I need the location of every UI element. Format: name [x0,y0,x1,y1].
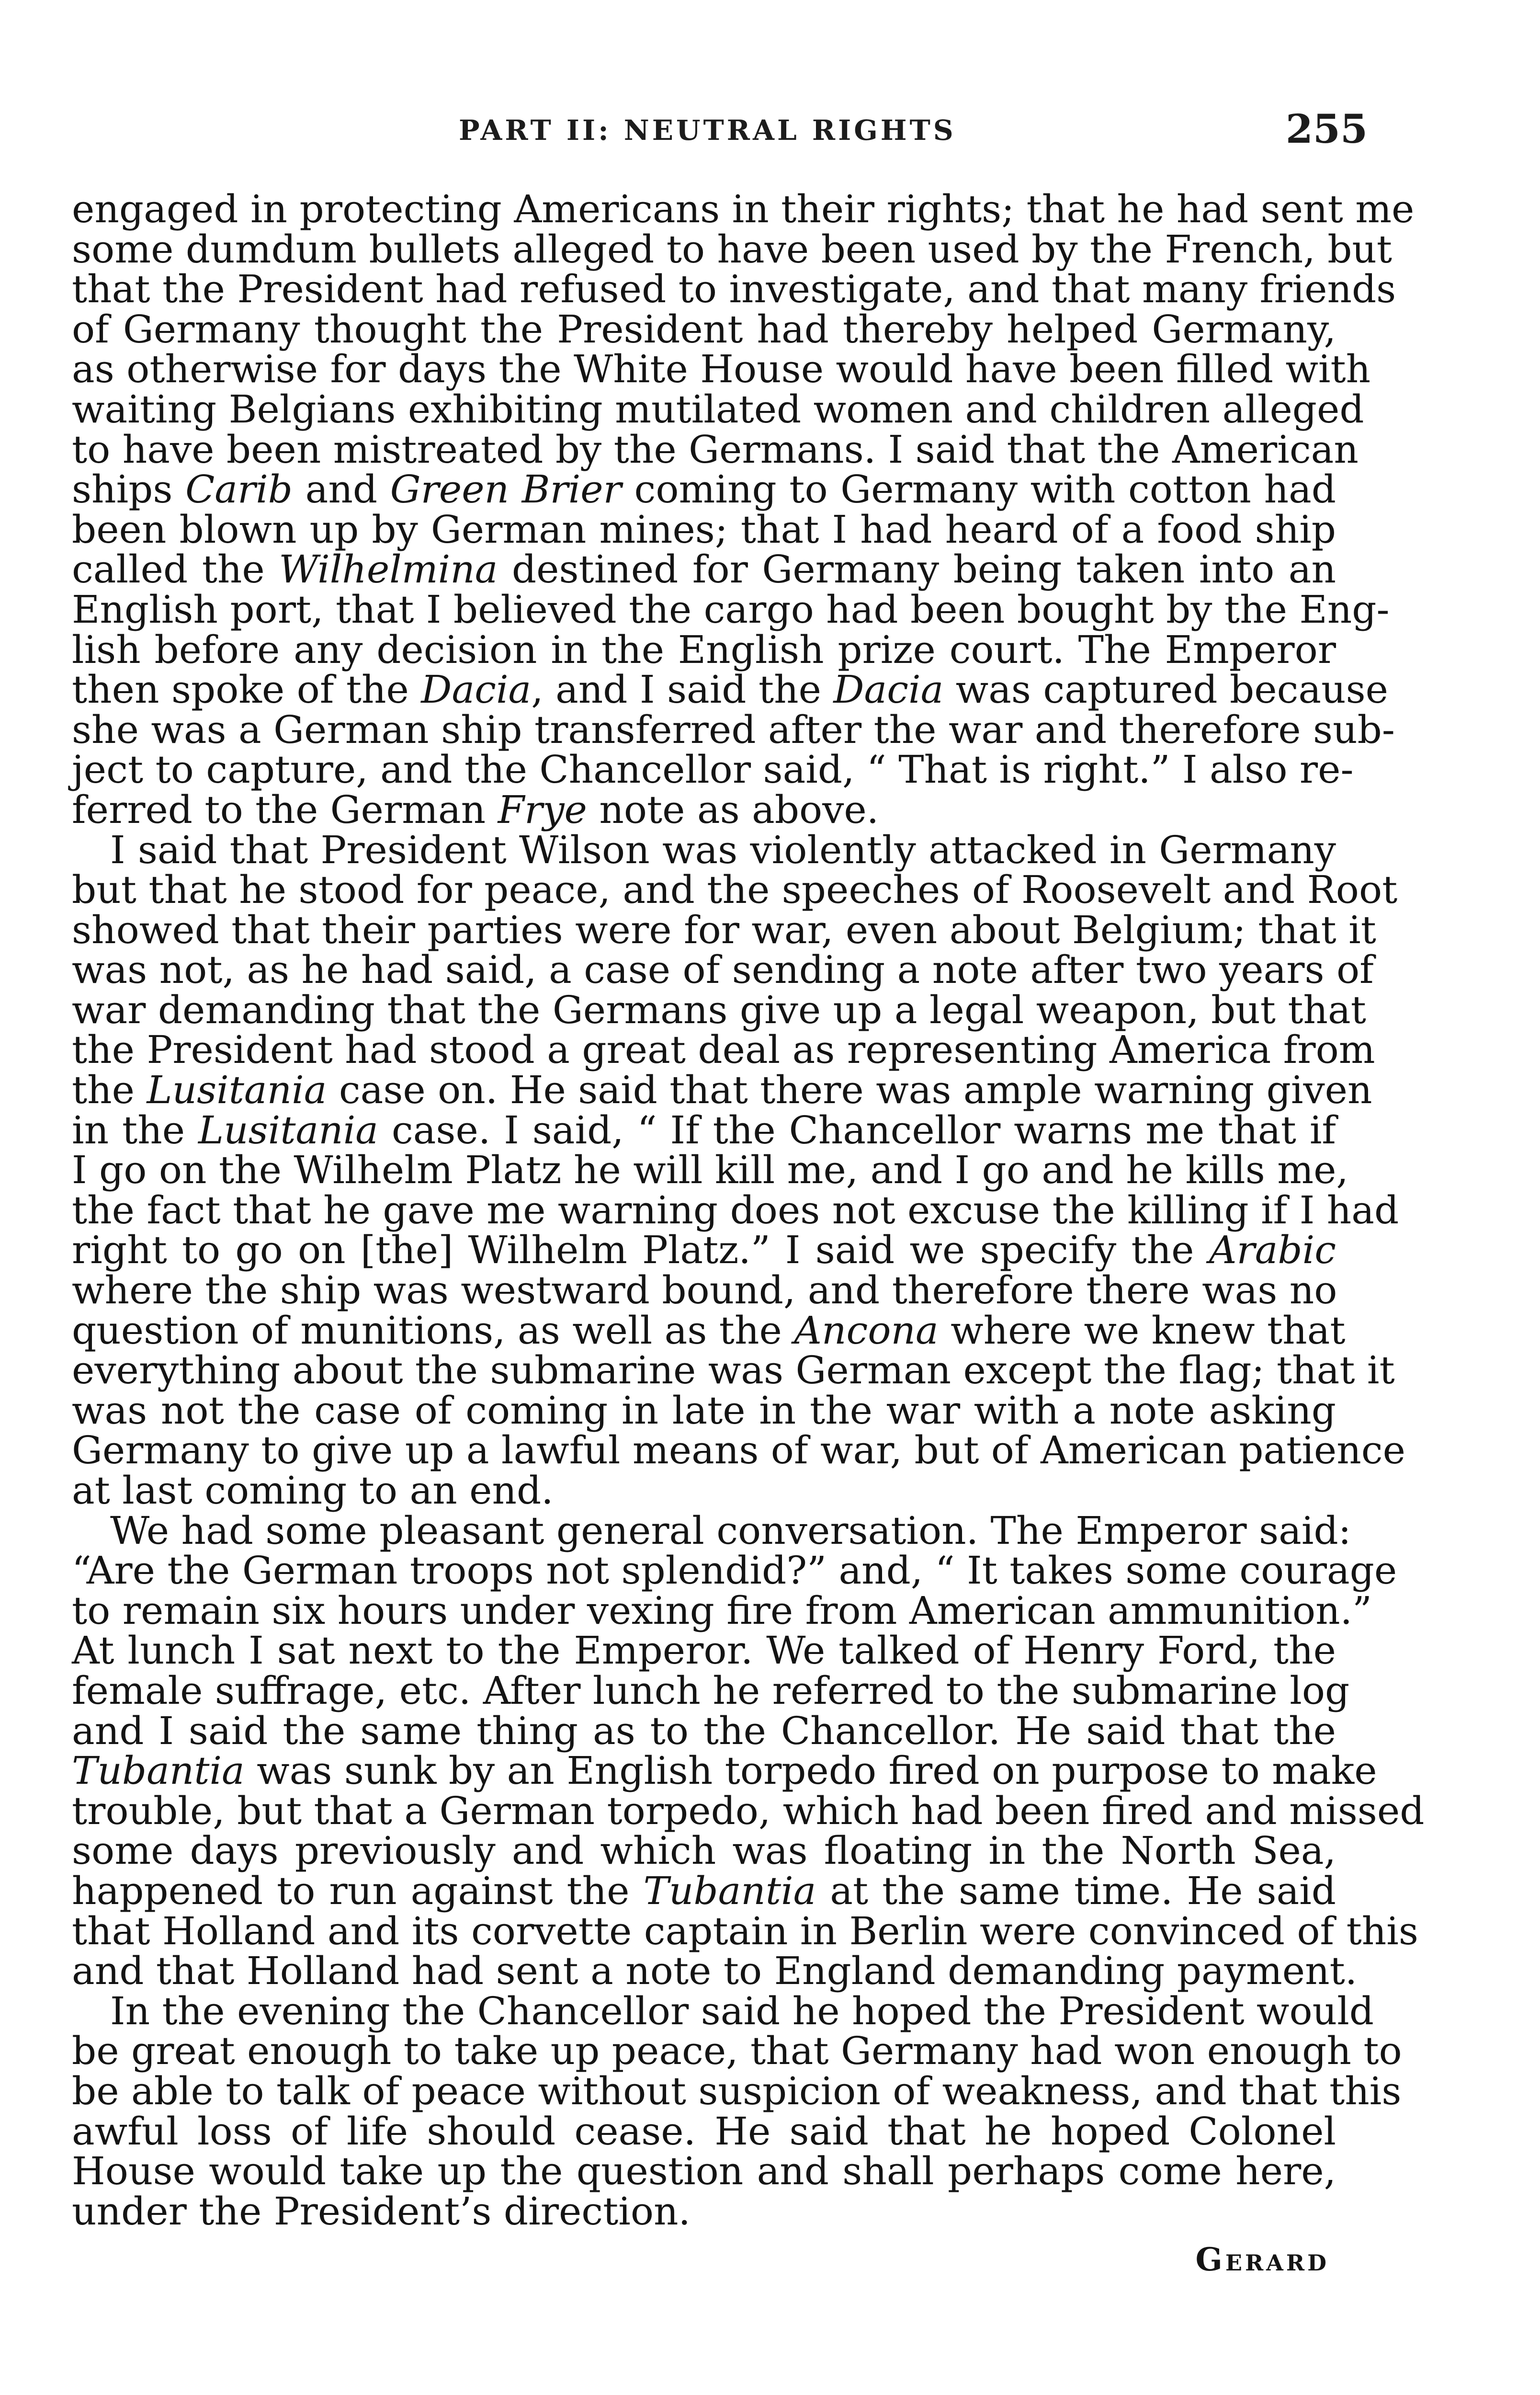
italic-text: Frye [498,787,587,832]
text-run: happened to run against the [72,1868,644,1913]
text-run: ferred to the German [72,787,498,832]
text-run: House would take up the question and shall perhaps come here, [72,2149,1336,2194]
text-run: called the [72,547,279,592]
text-run: that Holland and its corvette captain in Berlin were convinced of this [72,1908,1418,1953]
text-line [72,387,1364,432]
text-run: At lunch I sat next to the Emperor. We talked of Henry Ford, the [72,1628,1336,1673]
italic-text: Dacia [421,667,532,712]
text-line [72,1468,1336,1513]
running-head: PART II: NEUTRAL RIGHTS [459,114,956,147]
text-line [72,1508,1351,1553]
text-run: at last coming to an end. [72,1468,554,1513]
text-line [72,1588,1372,1633]
text-line [72,1148,1348,1193]
italic-text: Arabic [1209,1228,1336,1273]
text-line [72,747,1354,792]
text-run: and [293,467,390,512]
text-run: female suffrage, etc. After lunch he referred to the submarine log [72,1668,1350,1713]
text-line [72,1748,1377,1793]
text-line [72,1270,1336,1311]
text-run: at the same time. He said [816,1868,1336,1913]
text-run: that the President had refused to investigate, and that many friends [72,267,1396,312]
text-run: showed that their parties were for war, even about Belgium; that it [72,907,1376,952]
italic-text: Dacia [833,667,944,712]
text-run: I go on the Wilhelm Platz he will kill me, and I go and he kills me, [72,1148,1348,1193]
text-line [72,309,1336,350]
text-run: where we knew that [938,1308,1346,1353]
text-run: was not the case of coming in late in the war with a note asking [72,1388,1336,1433]
text-line [72,1348,1395,1393]
text-line [72,549,1336,590]
text-run: right to go on [the] Wilhelm Platz.” I said we specify the [72,1228,1209,1273]
text-line [72,1708,1336,1753]
italic-text: Lusitania [147,1068,327,1113]
text-run: and I said the same thing as to the Chancellor. He said that the [72,1708,1336,1753]
text-run: be great enough to take up peace, that Germany had won enough to [72,2029,1402,2074]
text-run: destined for Germany being taken into an [498,547,1336,592]
text-line [72,1628,1336,1673]
text-line [72,187,1415,231]
text-line [72,1107,1336,1152]
text-run: to have been mistreated by the Germans. I said that the American [72,427,1359,472]
text-run: We had some pleasant general conversation. The Emperor said: [110,1508,1351,1553]
text-run: everything about the submarine was German except the flag; that it [72,1348,1395,1393]
text-line [72,2149,1336,2194]
text-run: been blown up by German mines; that I had heard of a food ship [72,507,1336,552]
text-line [72,1308,1346,1353]
text-run: the fact that he gave me warning does not excuse the killing if I had [72,1187,1399,1232]
text-line [72,1949,1358,1994]
text-run: question of munitions, as well as the [72,1308,794,1353]
text-line [72,1027,1375,1072]
text-run: lish before any decision in the English prize court. The Emperor [72,627,1336,672]
text-run: waiting Belgians exhibiting mutilated women and children alleged [72,387,1364,432]
text-line [72,1788,1425,1833]
text-line [72,627,1336,672]
italic-text: Tubantia [72,1748,245,1793]
text-line [72,947,1374,992]
text-line [72,427,1359,472]
text-line [72,2068,1402,2113]
italic-text: Tubantia [643,1868,816,1913]
text-line [72,1908,1418,1953]
text-line [72,1187,1399,1232]
text-line [72,347,1371,392]
text-run: some dumdum bullets alleged to have been used by the French, but [72,227,1393,272]
text-line [72,2191,1336,2232]
text-line [72,1668,1350,1713]
text-line [72,827,1336,872]
italic-text: Green Brier [390,467,622,512]
text-line [72,1988,1374,2033]
text-run: case on. He said that there was ample warning given [327,1068,1372,1113]
text-line [72,1228,1336,1273]
text-run: then spoke of the [72,667,421,712]
text-line [72,1828,1336,1873]
text-run: some days previously and which was floating in the North Sea, [72,1828,1336,1873]
text-line [72,987,1366,1032]
text-line [72,1388,1336,1433]
text-run: and that Holland had sent a note to England demanding payment. [72,1949,1358,1994]
text-run: to remain six hours under vexing fire from American ammunition.” [72,1588,1372,1633]
text-run: was captured because [943,667,1388,712]
italic-text: Wilhelmina [279,547,498,592]
text-run: trouble, but that a German torpedo, which had been fired and missed [72,1788,1425,1833]
text-line [72,1548,1397,1593]
text-line [72,507,1336,552]
page-number: 255 [1285,106,1368,152]
text-run: case. I said, “ If the Chancellor warns me that if [378,1107,1336,1152]
text-run: as otherwise for days the White House would have been filled with [72,347,1371,392]
text-run: in the [72,1107,199,1152]
text-line [72,1868,1336,1913]
text-run: the [72,1068,147,1113]
text-run: note as above. [587,787,879,832]
text-line [72,787,1336,832]
text-run: of Germany thought the President had thereby helped Germany, [72,307,1336,352]
text-line [72,587,1390,632]
text-run: where the ship was westward bound, and therefore there was no [72,1268,1337,1313]
text-run: Germany to give up a lawful means of war, but of American patience [72,1428,1405,1473]
text-run: In the evening the Chancellor said he hoped the President would [110,1988,1374,2033]
body-text [72,187,1425,2234]
text-run: be able to talk of peace without suspicion of weakness, and that this [72,2068,1402,2113]
text-line [72,2111,1336,2152]
text-run: , and I said the [531,667,834,712]
text-line [72,907,1376,952]
text-run: English port, that I believed the cargo had been bought by the Eng- [72,587,1390,632]
text-line [72,667,1388,712]
text-run: coming to Germany with cotton had [621,467,1336,512]
signature: Gerard [1195,2241,1329,2278]
text-line [72,1428,1405,1473]
italic-text: Ancona [794,1308,939,1353]
italic-text: Lusitania [198,1107,378,1152]
text-run: ships [72,467,186,512]
italic-text: Carib [185,467,293,512]
text-run: ject to capture, and the Chancellor said, “ That is right.” I also re- [72,747,1354,792]
text-line [72,469,1336,510]
text-run: war demanding that the Germans give up a legal weapon, but that [72,987,1366,1032]
text-run: she was a German ship transferred after the war and therefore sub- [72,707,1395,752]
text-run: “Are the German troops not splendid?” and, “ It takes some courage [72,1548,1397,1593]
text-run: awful loss of life should cease. He said that he hoped Colonel [72,2109,1336,2154]
text-run: was sunk by an English torpedo fired on purpose to make [244,1748,1377,1793]
text-run: the President had stood a great deal as representing America from [72,1027,1375,1072]
text-line [72,1068,1372,1113]
text-line [72,2029,1402,2074]
text-line [72,227,1393,272]
text-line [72,867,1398,912]
text-run: engaged in protecting Americans in their rights; that he had sent me [72,187,1415,231]
text-line [72,707,1395,752]
text-run: under the President’s direction. [72,2189,691,2234]
text-run: was not, as he had said, a case of sending a note after two years of [72,947,1374,992]
text-run: but that he stood for peace, and the speeches of Roosevelt and Root [72,867,1398,912]
text-line [72,267,1396,312]
text-run: I said that President Wilson was violently attacked in Germany [110,827,1336,872]
